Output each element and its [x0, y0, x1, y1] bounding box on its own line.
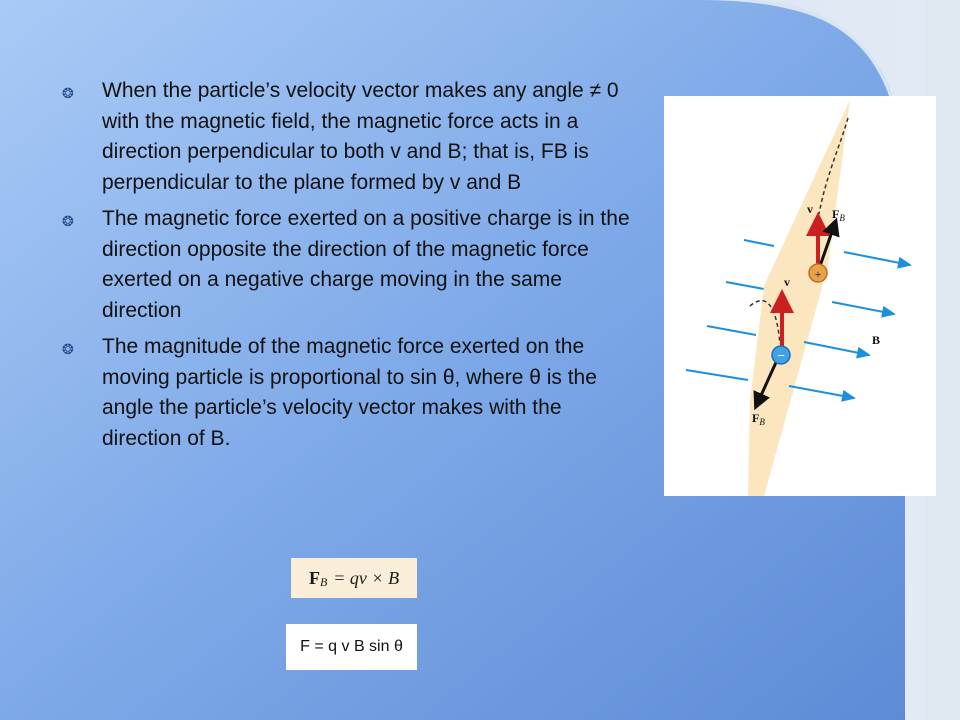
eq-rhs: = qv × B	[333, 567, 400, 588]
field-line	[832, 302, 894, 314]
field-line	[726, 282, 764, 289]
label-fb-top: $F_B$	[832, 207, 845, 223]
eq-lhs-sub: B	[319, 574, 328, 589]
bullet-text: The magnetic force exerted on a positive charge is in the direction opposite the direction of the magnetic force exerted on a negative charge moving in the same direction	[102, 207, 630, 322]
eq-lhs: F	[308, 567, 320, 588]
label-field-b: B	[872, 333, 881, 347]
scalar-force-equation: F = q v B sin θ	[286, 624, 417, 670]
scroll-bullet-icon: ❂	[62, 85, 74, 101]
bullet-list	[62, 76, 642, 460]
negative-sign: −	[777, 348, 785, 363]
scroll-bullet-icon: ❂	[62, 341, 74, 357]
field-line	[789, 386, 854, 398]
field-line	[686, 370, 748, 380]
bullet-item	[62, 332, 642, 454]
bullet-item	[62, 76, 642, 198]
bullet-text: The magnitude of the magnetic force exerted on the moving particle is proportional to sin θ, where θ is the angle the particle’s velocity vector makes with the direction of B.	[102, 335, 597, 450]
scroll-bullet-icon: ❂	[62, 213, 74, 229]
field-line	[804, 342, 869, 355]
force-diagram	[664, 96, 936, 496]
bullet-item	[62, 204, 642, 326]
label-v-bottom: v	[784, 275, 790, 289]
field-line	[744, 240, 774, 246]
field-line	[707, 326, 756, 335]
magnetic-force-figure	[664, 96, 936, 496]
label-fb-bottom: $F_B$	[752, 411, 765, 427]
positive-sign: +	[814, 267, 822, 281]
field-line	[844, 252, 910, 265]
label-v-top: v	[807, 202, 813, 216]
vector-force-equation	[291, 558, 417, 598]
bullet-text: When the particle’s velocity vector makes any angle ≠ 0 with the magnetic field, the magnetic force acts in a direction perpendicular to both v and B; that is, FB is perpendicular to the plane formed by v and B	[102, 79, 619, 194]
